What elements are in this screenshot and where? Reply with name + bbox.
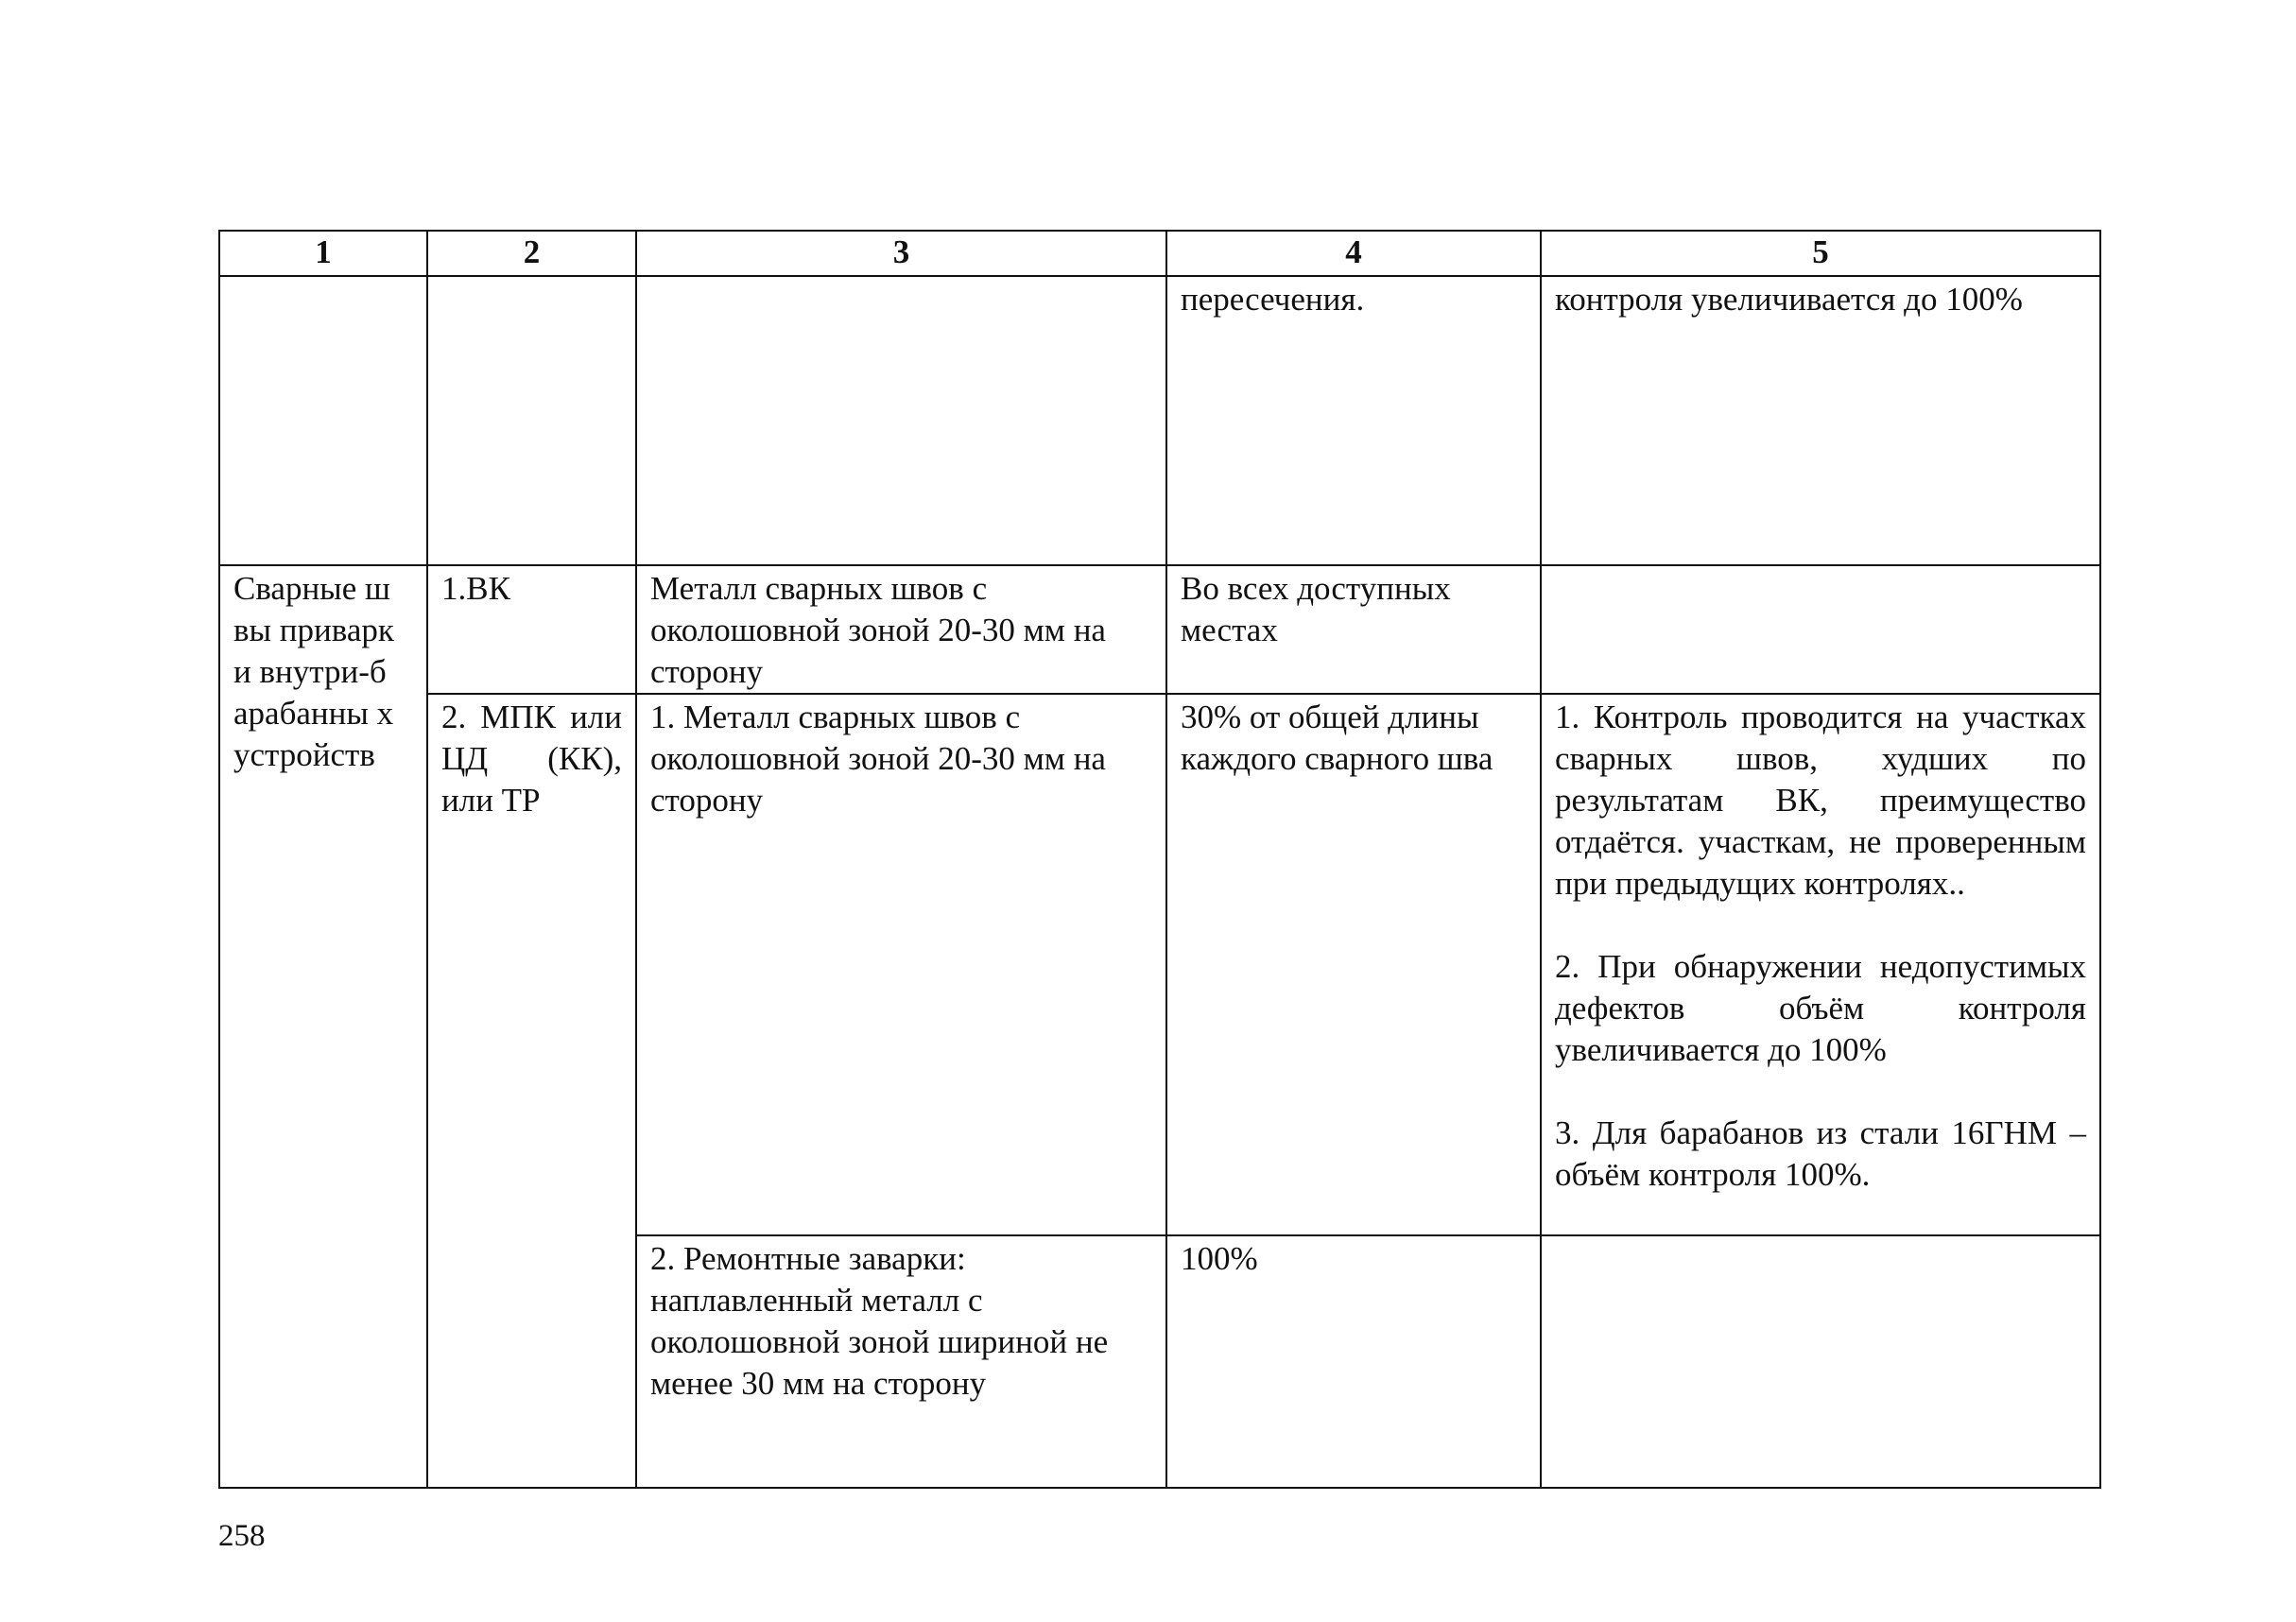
cell-object-repair: 2. Ремонтные заварки: наплавленный металл с околошовной зоной шириной не менее 30 мм на сторону [636, 1235, 1166, 1488]
table-header-row [219, 231, 2100, 276]
note-paragraph-1: 1. Контроль проводится на участках сварных швов, худших по результатам ВК, преимущество отдаётся. участкам, не проверенным при предыдущих контролях.. [1555, 699, 2086, 902]
cell-method-mpk: 2. МПК или ЦД (КК), или ТР [427, 694, 636, 1488]
table-row-mpk [219, 694, 2100, 1235]
cell-note-mpk [1541, 694, 2100, 1235]
header-col-5: 5 [1541, 231, 2100, 276]
paragraph-gap [1555, 1071, 2086, 1113]
paragraph-gap [1555, 905, 2086, 946]
table-row-vk [219, 565, 2100, 694]
note-paragraph-3: 3. Для барабанов из стали 16ГНМ – объём контроля 100%. [1555, 1114, 2086, 1193]
cell-note-repair [1541, 1235, 2100, 1488]
header-col-4: 4 [1166, 231, 1541, 276]
table-row-continuation [219, 276, 2100, 565]
cell-object-group [219, 565, 427, 1488]
cell-scope-vk: Во всех доступных местах [1166, 565, 1541, 694]
note-paragraph-2: 2. При обнаружении недопустимых дефектов объём контроля увеличивается до 100% [1555, 948, 2086, 1068]
header-col-1: 1 [219, 231, 427, 276]
cell-object-mpk: 1. Металл сварных швов с околошовной зоной 20-30 мм на сторону [636, 694, 1166, 1235]
object-group-label: Сварные швы приварки внутри-барабанны х устройств [233, 570, 394, 773]
cell-note-continuation: контроля увеличивается до 100% [1541, 276, 2100, 565]
cell-method-vk: 1.ВК [427, 565, 636, 694]
cell-empty [636, 276, 1166, 565]
cell-scope-continuation: пересечения. [1166, 276, 1541, 565]
cell-empty [427, 276, 636, 565]
header-col-3: 3 [636, 231, 1166, 276]
cell-scope-mpk: 30% от общей длины каждого сварного шва [1166, 694, 1541, 1235]
cell-object-vk: Металл сварных швов с околошовной зоной 20-30 мм на сторону [636, 565, 1166, 694]
cell-empty [219, 276, 427, 565]
cell-scope-repair: 100% [1166, 1235, 1541, 1488]
cell-note-vk [1541, 565, 2100, 694]
page-number: 258 [218, 1519, 266, 1553]
inspection-table [218, 230, 2101, 1489]
header-col-2: 2 [427, 231, 636, 276]
